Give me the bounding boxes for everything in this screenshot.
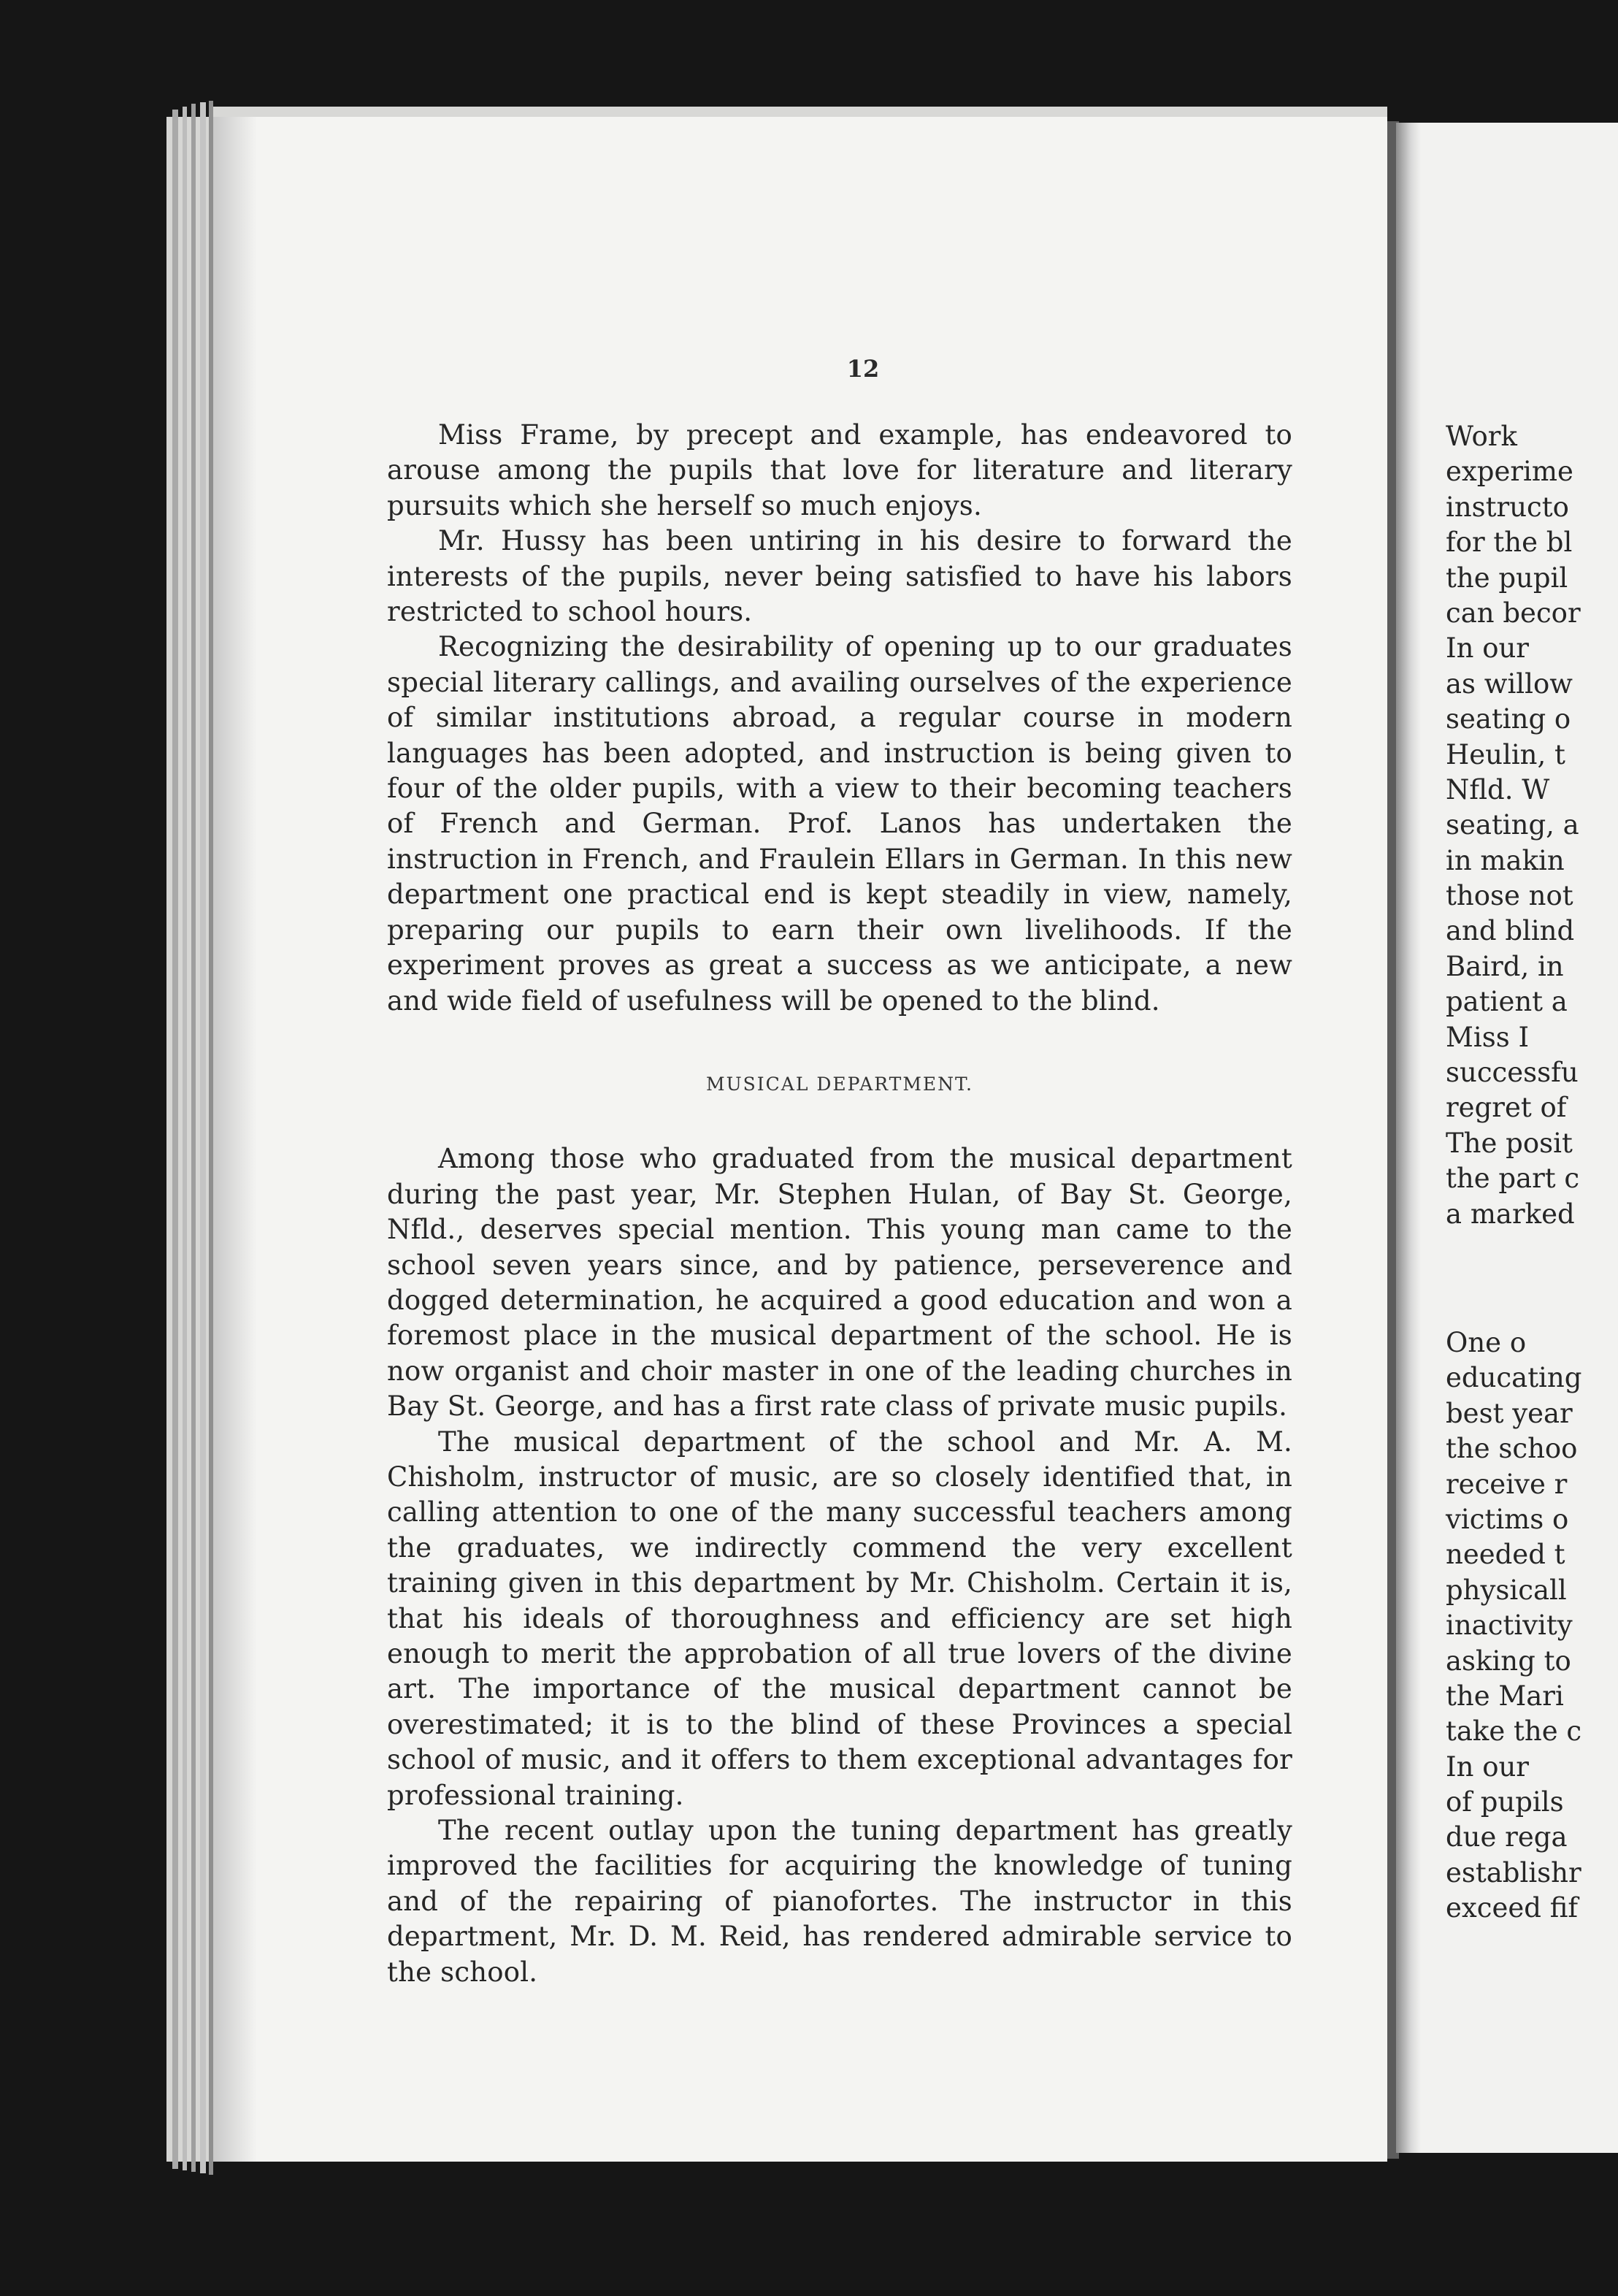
section-heading: MUSICAL DEPARTMENT.: [705, 1073, 973, 1095]
facing-line: as willow: [1446, 667, 1573, 700]
facing-gap: [1446, 1232, 1618, 1325]
page-inner-shadow: [213, 117, 257, 2162]
paragraph-graduates: Among those who graduated from the musical department during the past year, Mr. Stephen Hulan, of Bay St. George, Nfld., deserves special mention. This young man came to the school seven years since, and by patience, perseverence and dogged determination, he acquired a good education and won a foremost place in the musical department of the school. He is now organist and choir master in one of the leading churches in Bay St. George, and has a first rate class of private music pupils.: [387, 1143, 1292, 1423]
facing-page-text: [1446, 419, 1618, 1926]
facing-line: Heulin, t: [1446, 738, 1565, 770]
facing-line: the schoo: [1446, 1433, 1578, 1465]
facing-line: successfu: [1446, 1057, 1579, 1089]
facing-line: in makin: [1446, 844, 1565, 876]
facing-line: victims o: [1446, 1503, 1569, 1535]
facing-line: best year: [1446, 1397, 1573, 1429]
facing-line: physicall: [1446, 1574, 1567, 1606]
facing-line: regret of: [1446, 1092, 1567, 1124]
facing-line: those not: [1446, 880, 1573, 912]
facing-line: In our: [1446, 632, 1529, 665]
facing-line: the Mari: [1446, 1680, 1564, 1712]
facing-line: establishr: [1446, 1856, 1581, 1889]
facing-line: In our: [1446, 1750, 1529, 1783]
page-number: 12: [846, 355, 880, 383]
facing-line: can becor: [1446, 597, 1581, 629]
facing-line: exceed fif: [1446, 1892, 1579, 1924]
facing-line: a marked: [1446, 1198, 1575, 1230]
facing-line: seating, a: [1446, 809, 1579, 841]
facing-line: educating: [1446, 1362, 1582, 1394]
facing-line: One o: [1446, 1326, 1527, 1358]
facing-line: the pupil: [1446, 562, 1568, 594]
page-body: [387, 418, 1292, 1990]
facing-line: Miss I: [1446, 1021, 1530, 1053]
facing-line: the part c: [1446, 1163, 1580, 1195]
paragraph-modern-languages: Recognizing the desirability of opening up to our graduates special literary callings, and availing ourselves of the experience of similar institutions abroad, a regular course in modern languages has been adopted, and instruction is being given to four of the older pupils, with a view to their becoming teachers of French and German. Prof. Lanos has undertaken the instruction in French, and Fraulein Ellars in German. In this new department one practical end is kept steadily in view, namely, preparing our pupils to earn their own livelihoods. If the experiment proves as great a success as we anticipate, a new and wide field of usefulness will be opened to the blind.: [387, 631, 1292, 1017]
facing-line: instructo: [1446, 491, 1569, 523]
paragraph-mr-hussy: Mr. Hussy has been untiring in his desire to forward the interests of the pupils, never being satisfied to have his labors restricted to school hours.: [387, 525, 1292, 628]
facing-line: inactivity: [1446, 1610, 1573, 1642]
facing-line: asking to: [1446, 1645, 1571, 1677]
facing-line: seating o: [1446, 703, 1571, 735]
facing-line: The posit: [1446, 1127, 1573, 1159]
facing-page: [1396, 123, 1618, 2153]
facing-line: of pupils: [1446, 1786, 1564, 1818]
facing-line: needed t: [1446, 1539, 1565, 1571]
paragraph-chisholm: The musical department of the school and Mr. A. M. Chisholm, instructor of music, are so closely identified that, in calling attention to one of the many successful teachers among the graduates, we indirectly commend the very excellent training given in this department by Mr. Chisholm. Certain it is, that his ideals of thoroughness and efficiency are set high enough to merit the approbation of all true lovers of the divine art. The importance of the musical department cannot be overestimated; it is to the blind of these Provinces a special school of music, and it offers to them exceptional advantages for professional training.: [387, 1426, 1292, 1811]
facing-line: experime: [1446, 456, 1573, 488]
facing-line: Baird, in: [1446, 950, 1564, 982]
facing-line: Work: [1446, 421, 1517, 452]
facing-line: Nfld. W: [1446, 773, 1550, 805]
paragraph-tuning: The recent outlay upon the tuning department has greatly improved the facilities for acquiring the knowledge of tuning and of the repairing of pianofortes. The instructor in this department, Mr. D. M. Reid, has rendered admirable service to the school.: [387, 1815, 1292, 1988]
facing-line: and blind: [1446, 915, 1575, 947]
facing-line: patient a: [1446, 986, 1568, 1018]
facing-line: take the c: [1446, 1715, 1582, 1748]
paragraph-miss-frame: Miss Frame, by precept and example, has endeavored to arouse among the pupils that love for literature and literary pursuits which she herself so much enjoys.: [387, 419, 1292, 521]
facing-line: for the bl: [1446, 527, 1573, 559]
facing-line: due rega: [1446, 1821, 1568, 1853]
facing-page-gutter: [1396, 123, 1421, 2153]
facing-line: receive r: [1446, 1468, 1568, 1500]
